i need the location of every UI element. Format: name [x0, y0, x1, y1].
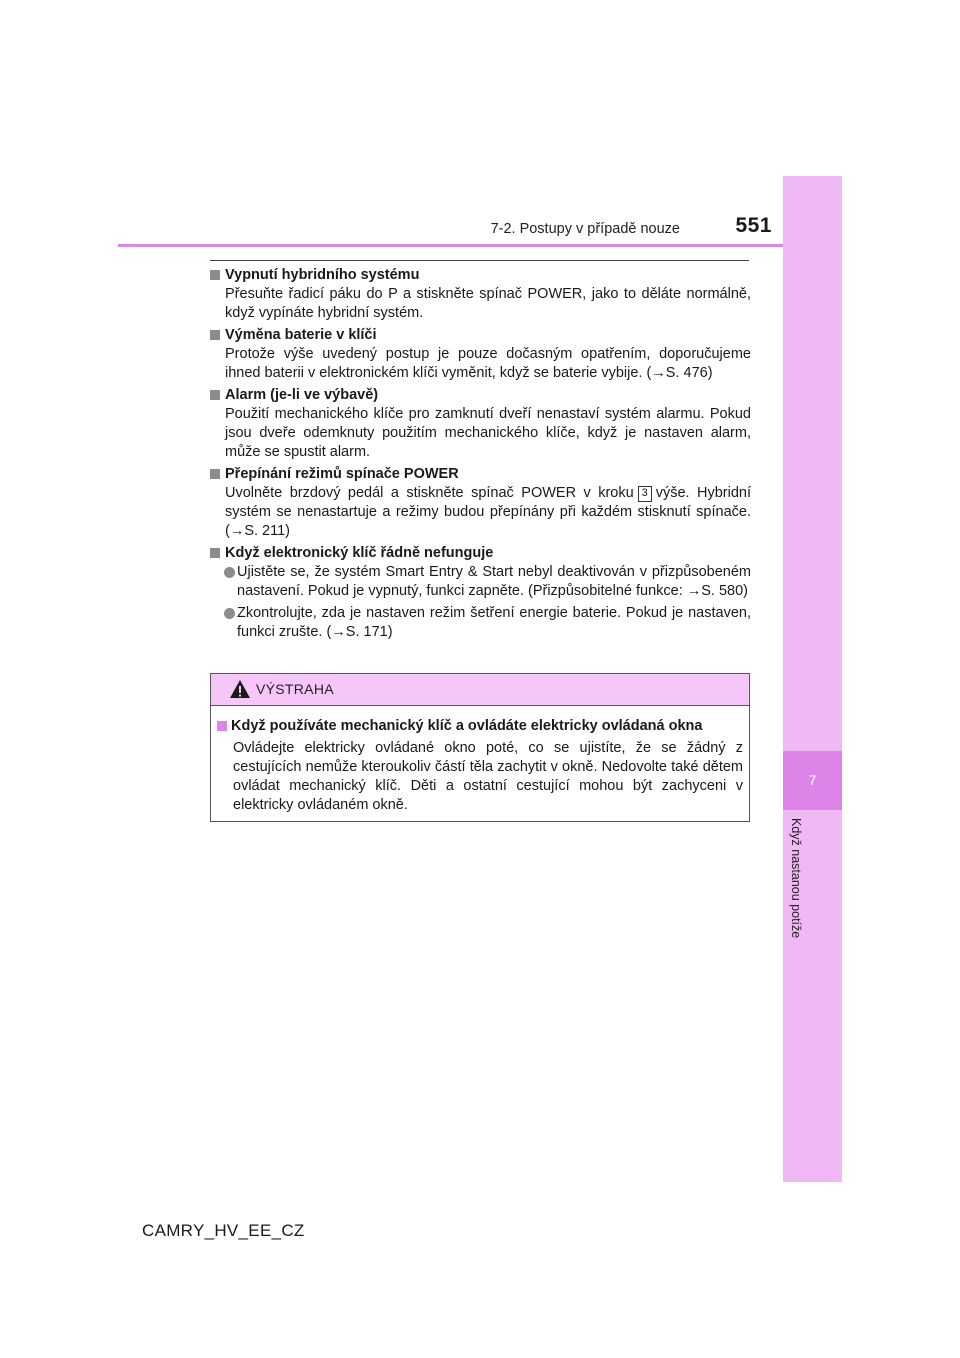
round-bullet-icon	[224, 608, 235, 619]
section-body-part: Uvolněte brzdový pedál a stiskněte spínač POWER v kroku	[225, 485, 634, 501]
chapter-label: Když nastanou potíže	[789, 818, 803, 939]
chapter-number: 7	[783, 751, 842, 810]
page-number: 551	[735, 214, 772, 237]
warning-heading	[216, 717, 743, 736]
square-bullet-icon	[210, 548, 220, 558]
header-section-title: 7-2. Postupy v případě nouze	[490, 221, 680, 237]
section-hybrid-shutdown	[209, 266, 751, 323]
step-number-box: 3	[638, 486, 652, 502]
square-bullet-icon	[210, 330, 220, 340]
warning-text: Ovládejte elektricky ovládané okno poté, co se ujistíte, že se žádný z cestujících nemůže kteroukoliv částí těla zachytit v okně. Nedovolte také dětem ovládat mechanický klíč. Děti a ostatní cestující mohou být zachyceni v elektricky ovládaném okně.	[233, 740, 743, 813]
section-heading-text: Alarm (je-li ve výbavě)	[225, 387, 379, 403]
round-bullet-icon	[224, 567, 235, 578]
square-bullet-icon	[217, 721, 227, 731]
section-power-modes	[209, 465, 751, 541]
section-heading	[209, 326, 751, 345]
section-heading	[209, 386, 751, 405]
warning-body	[211, 706, 749, 815]
square-bullet-icon	[210, 469, 220, 479]
section-body	[225, 484, 751, 541]
list-item-text: Ujistěte se, že systém Smart Entry & Start nebyl deaktivován v přizpůsobeném nastavení. Pokud je vypnutý, funkci zapněte. (Přizpůsobitelné funkce: →S. 580)	[237, 564, 751, 599]
document-code: CAMRY_HV_EE_CZ	[142, 1221, 305, 1240]
section-heading	[209, 266, 751, 285]
section-heading	[209, 465, 751, 484]
section-heading-text: Vypnutí hybridního systému	[225, 267, 420, 283]
warning-heading-text: Když používáte mechanický klíč a ovládáte elektricky ovládaná okna	[231, 718, 703, 734]
warning-box	[210, 673, 750, 822]
warning-triangle-icon	[229, 679, 251, 699]
square-bullet-icon	[210, 270, 220, 280]
section-body: Použití mechanického klíče pro zamknutí dveří nenastaví systém alarmu. Pokud jsou dveře odemknuty použitím mechanického klíče, když je nastaven alarm, může se spustit alarm.	[225, 406, 751, 460]
section-heading	[209, 544, 751, 563]
warning-header	[211, 674, 749, 706]
content-top-rule	[210, 260, 749, 261]
square-bullet-icon	[210, 390, 220, 400]
section-body: Protože výše uvedený postup je pouze dočasným opatřením, doporučujeme ihned baterii v elektronickém klíči vyměnit, když se baterie vybije. (→S. 476)	[225, 346, 751, 381]
list-item	[209, 563, 751, 601]
section-heading-text: Když elektronický klíč řádně nefunguje	[225, 545, 494, 561]
section-heading-text: Výměna baterie v klíči	[225, 327, 377, 343]
section-body-part: výše. Hybridní systém se nenastartuje a režimy budou přepínány při každém stisknutí spínače. (→S. 211)	[225, 485, 751, 539]
section-key-malfunction	[209, 544, 751, 642]
main-content	[209, 266, 751, 645]
section-key-battery	[209, 326, 751, 383]
section-body: Přesuňte řadicí páku do P a stiskněte spínač POWER, jako to děláte normálně, když vypínáte hybridní systém.	[225, 286, 751, 321]
list-item-text: Zkontrolujte, zda je nastaven režim šetření energie baterie. Pokud je nastaven, funkci zrušte. (→S. 171)	[237, 605, 751, 640]
section-alarm	[209, 386, 751, 462]
section-heading-text: Přepínání režimů spínače POWER	[225, 466, 459, 482]
header-rule	[118, 244, 842, 247]
chapter-side-tab	[783, 176, 842, 1182]
warning-title: VÝSTRAHA	[256, 681, 334, 697]
list-item	[209, 604, 751, 642]
